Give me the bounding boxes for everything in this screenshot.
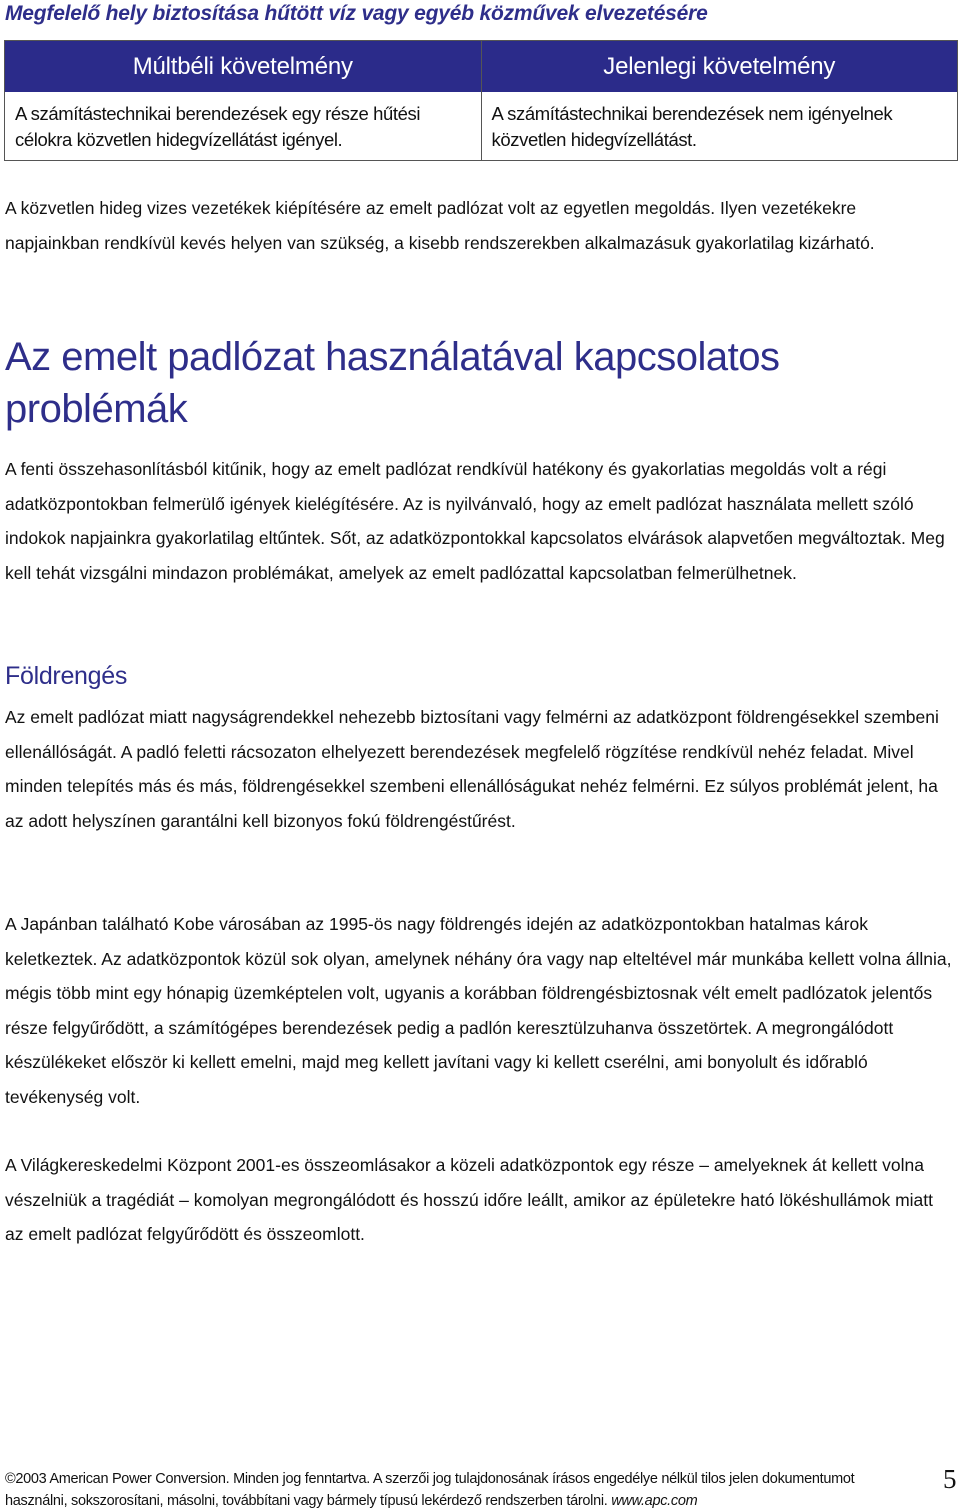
section-body-paragraph: A fenti összehasonlításból kitűnik, hogy az emelt padlózat rendkívül hatékony és gyakorlatias megoldás volt a régi adatközpontokban felmerülő igények kielégítésére. Az is nyilvánvaló, hogy az emelt padlózat használata mellett szóló indokok napjainkra gyakorlatilag eltűntek. Sőt, az adatközpontokkal kapcsolatos elvárások alapvetően megváltoztak. Meg kell tehát vizsgálni mindazon problémákat, amelyek az emelt padlózattal kapcsolatban felmerülhetnek. (5, 459, 945, 583)
page-top-heading: Megfelelő hely biztosítása hűtött víz vagy egyéb közművek elvezetésére (5, 2, 708, 25)
earthquake-subheading: Földrengés (5, 662, 128, 690)
past-requirement-column (5, 41, 481, 160)
current-requirement-text: A számítástechnikai berendezések nem igényelnek közvetlen hidegvízellátást. (491, 103, 893, 150)
earthquake-paragraph-2: A Japánban található Kobe városában az 1995-ös nagy földrengés idején az adatközpontokban hatalmas károk keletkeztek. Az adatközpontok közül sok olyan, amelynek néhány óra vagy nap elteltével már munkába kellett volna állnia, mégis több mint egy hónapig üzemképtelen volt, ugyanis a korábban földrengésbiztosnak vélt emelt padlózatok jelentős része felgyűrődött, a számítógépes berendezések pedig a padlón keresztülzuhanva összetörtek. A megrongálódott készülékeket először ki kellett emelni, majd meg kellett javítani vagy ki kellett cserélni, ami bonyolult és időrabló tevékenység volt. (5, 914, 952, 1107)
footer-line-2-text: használni, sokszorosítani, másolni, továbbítani vagy bármely típusú lekérdező rendszerben tárolni. (5, 1493, 608, 1509)
comparison-table (4, 40, 958, 161)
footer-line-2 (5, 1490, 905, 1512)
earthquake-paragraph-3: A Világkereskedelmi Központ 2001-es összeomlásakor a közeli adatközpontok egy része – amelyeknek át kellett volna vészelniük a tragédiát – komolyan megrongálódott és hosszú időre leállt, amikor az épületekre ható lökéshullámok miatt az emelt padlózat felgyűrődött és összeomlott. (5, 1155, 933, 1244)
page-number: 5 (943, 1464, 957, 1494)
earthquake-paragraph-1: Az emelt padlózat miatt nagyságrendekkel nehezebb biztosítani vagy felmérni az adatközpont földrengésekkel szembeni ellenállóságát. A padló feletti rácsozaton elhelyezett berendezések megfelelő rögzítése rendkívül nehéz feladat. Mivel minden telepítés más és más, földrengésekkel szembeni ellenállóságukat nehéz felmérni. Ez súlyos problémát jelent, ha az adott helyszínen garantálni kell bizonyos fokú földrengéstűrést. (5, 707, 939, 831)
footer-url-link[interactable]: www.apc.com (611, 1493, 698, 1509)
past-requirement-text: A számítástechnikai berendezések egy része hűtési célokra közvetlen hidegvízellátást igényel. (15, 103, 421, 150)
current-requirement-header: Jelenlegi követelmény (482, 41, 958, 92)
past-requirement-header: Múltbéli követelmény (5, 41, 481, 92)
current-requirement-column (481, 41, 958, 160)
footer-line-1: ©2003 American Power Conversion. Minden jog fenntartva. A szerzői jog tulajdonosának írásos engedélye nélkül tilos jelen dokumentumot (5, 1471, 855, 1487)
footer-copyright (5, 1468, 905, 1512)
section-heading: Az emelt padlózat használatával kapcsolatos problémák (5, 335, 780, 431)
intro-paragraph: A közvetlen hideg vizes vezetékek kiépítésére az emelt padlózat volt az egyetlen megoldás. Ilyen vezetékekre napjainkban rendkívül kevés helyen van szükség, a kisebb rendszerekben alkalmazásuk gyakorlatilag kizárható. (5, 198, 875, 253)
